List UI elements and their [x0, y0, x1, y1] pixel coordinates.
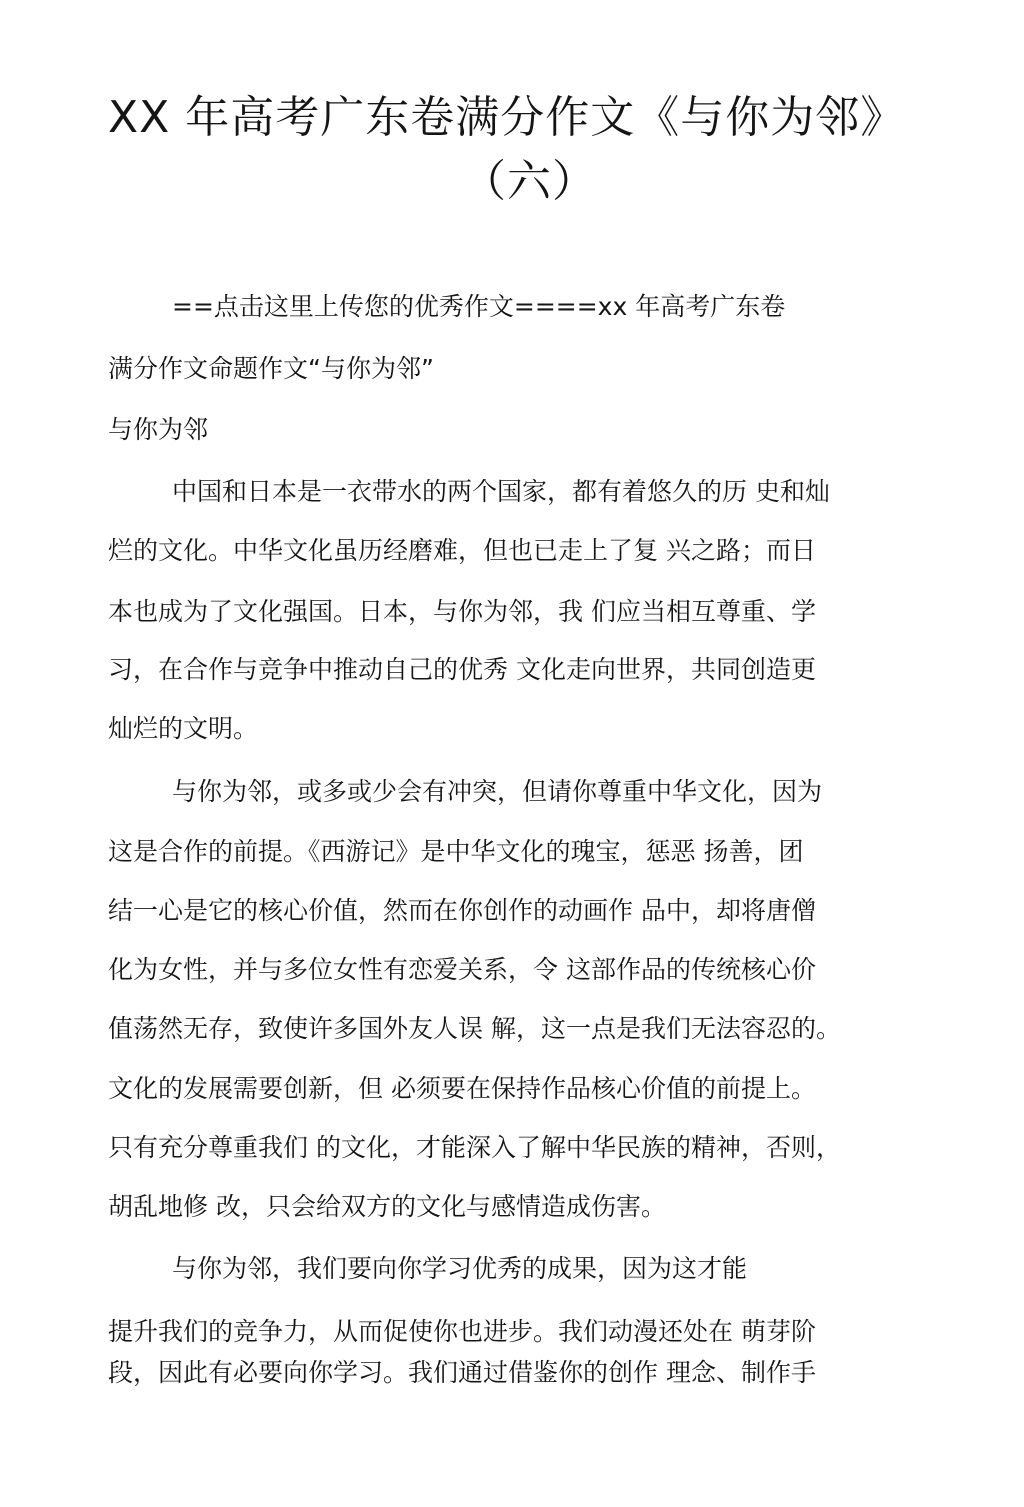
text-line: 灿烂的文明。 [108, 714, 259, 743]
document-title-line-2: （六） [462, 156, 597, 207]
text-line: 与你为邻，我们要向你学习优秀的成果，因为这才能 [172, 1254, 748, 1283]
text-line: 习，在合作与竞争中推动自己的优秀 文化走向世界，共同创造更 [108, 655, 816, 684]
text-line: 段，因此有必要向你学习。我们通过借鉴你的创作 理念、制作手 [108, 1358, 816, 1387]
text-line: 与你为邻，或多或少会有冲突，但请你尊重中华文化，因为 [172, 777, 823, 806]
document-title-line-1: XX 年高考广东卷满分作文《与你为邻》 [108, 92, 906, 143]
text-line: 结一心是它的核心价值，然而在你创作的动画作 品中，却将唐僧 [108, 896, 816, 925]
text-line: 满分作文命题作文“与你为邻” [108, 354, 434, 383]
text-line: 本也成为了文化强国。日本，与你为邻，我 们应当相互尊重、学 [108, 597, 816, 626]
text-line: 中国和日本是一衣带水的两个国家，都有着悠久的历 史和灿 [172, 477, 830, 506]
text-line: ==点击这里上传您的优秀作文====xx 年高考广东卷 [172, 292, 786, 321]
text-line: 文化的发展需要创新，但 必须要在保持作品核心价值的前提上。 [108, 1074, 816, 1103]
text-line: 胡乱地修 改，只会给双方的文化与感情造成伤害。 [108, 1192, 666, 1221]
text-line: 这是合作的前提。《西游记》是中华文化的瑰宝，惩恶 扬善，团 [108, 837, 804, 866]
text-line: 值荡然无存，致使许多国外友人误 解，这一点是我们无法容忍的。 [108, 1014, 841, 1043]
text-line: 烂的文化。中华文化虽历经磨难，但也已走上了复 兴之路；而日 [108, 536, 816, 565]
text-line: 只有充分尊重我们 的文化，才能深入了解中华民族的精神，否则， [108, 1133, 841, 1162]
text-line: 与你为邻 [108, 415, 209, 444]
text-line: 提升我们的竞争力，从而促使你也进步。我们动漫还处在 萌芽阶 [108, 1317, 816, 1346]
text-line: 化为女性，并与多位女性有恋爱关系，令 这部作品的传统核心价 [108, 955, 816, 984]
